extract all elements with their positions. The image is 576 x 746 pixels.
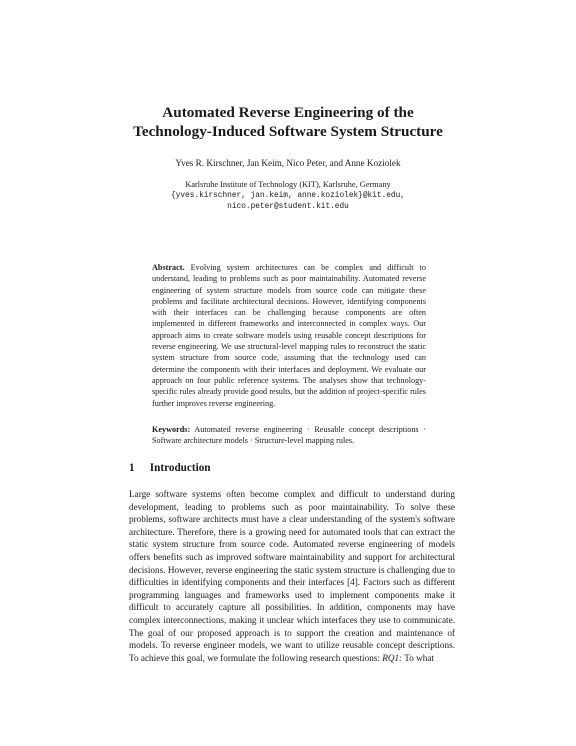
title-line-1: Automated Reverse Engineering of the	[162, 104, 414, 121]
author-list: Yves R. Kirschner, Jan Keim, Nico Peter, and Anne Koziolek	[175, 158, 401, 168]
abstract-text: Evolving system architectures can be complex and difficult to understand, leading to problems such as poor maintainability. Automated reverse engineering of system structure models from source code can mitigate these problems and facilitate architectural decisions. However, identifying components with their interfaces can be challenging because components are often implemented in different frameworks and interconnected in complex ways. Our approach aims to create software models using reusable concept descriptions for reverse engineering. We use structural-level mapping rules to reconstruct the static system structure from source code, assuming that the technology used can determine the components with their interfaces and deployment. We evaluate our approach on four public reference systems. The analyses show that technology-specific rules already provide good results, but the addition of project-specific rules further improves reverse engineering.	[152, 263, 426, 408]
title-line-2: Technology-Induced Software System Structure	[133, 123, 443, 140]
affiliation-block	[60, 179, 516, 214]
research-question-label: RQ1:	[382, 652, 403, 663]
keywords-text: Automated reverse engineering · Reusable concept descriptions · Software architecture models · Structure-level mapping rules.	[152, 425, 426, 446]
section-title: Introduction	[149, 462, 211, 474]
abstract-label: Abstract.	[152, 263, 185, 272]
keywords-label: Keywords:	[152, 425, 191, 434]
section-heading	[129, 462, 459, 474]
abstract	[152, 262, 426, 409]
intro-text: Large software systems often become complex and difficult to understand during development, leading to problems such as poor maintainability. To solve these problems, software architects must have a clear understanding of the system's software architecture. Therefore, there is a growing need for automated tools that can extract the static system structure from source code. Automated reverse engineering of models offers benefits such as improved software maintainability and support for architectural decisions. However, reverse engineering the static system structure is challenging due to difficulties in identifying components and their interfaces [4]. Factors such as different programming languages and frameworks used to implement components make it difficult to accurately capture all possibilities. In addition, components may have complex interconnections, making it unclear which interfaces they use to communicate. The goal of our proposed approach is to support the creation and maintenance of models. To reverse engineer models, we want to utilize reusable concept descriptions. To achieve this goal, we formulate the following research questions:	[129, 489, 455, 663]
paper-title	[60, 103, 516, 141]
email-line-1: {yves.kirschner, jan.keim, anne.koziolek}@kit.edu,	[171, 191, 405, 200]
email-line-2: nico.peter@student.kit.edu	[227, 203, 349, 211]
introduction-paragraph	[129, 488, 455, 664]
section-number: 1	[129, 462, 135, 474]
keywords	[152, 424, 426, 447]
affiliation: Karlsruhe Institute of Technology (KIT), Karlsruhe, Germany	[185, 180, 391, 189]
intro-tail: To what	[404, 652, 434, 663]
